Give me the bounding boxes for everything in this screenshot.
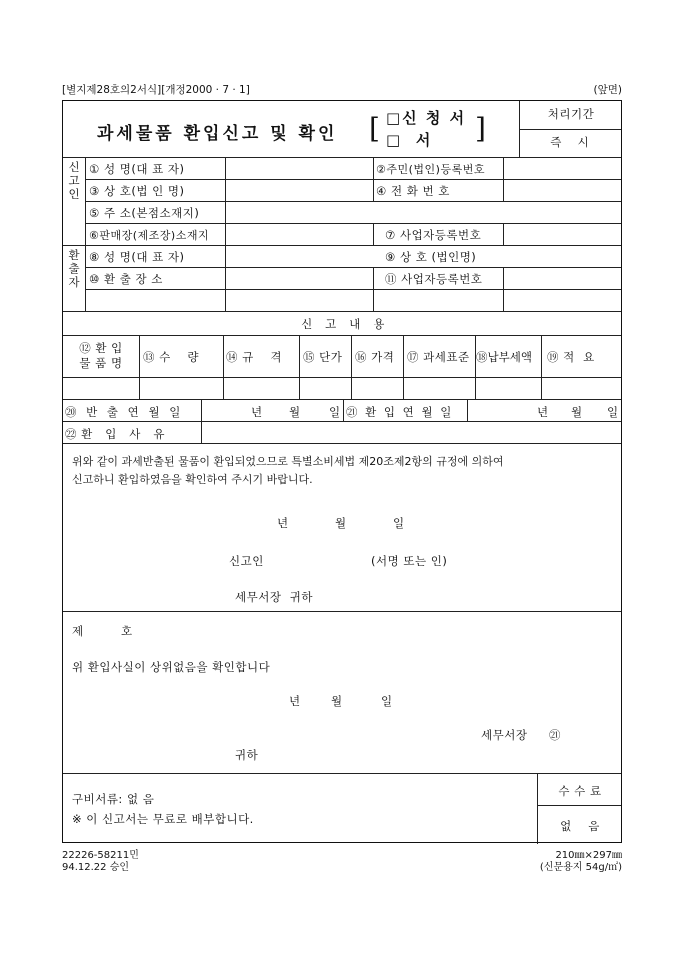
field-name-label: ① 성 명(대 표 자)	[89, 162, 185, 176]
form-code: 22226-58211민	[62, 850, 139, 861]
field-address-label: ⑤ 주 소(본점소재지)	[89, 206, 200, 220]
declaration-line-2: 신고하니 환입하였음을 확인하여 주시기 바랍니다.	[72, 473, 313, 486]
decl-year: 년	[277, 516, 289, 530]
paper-type: (신문용지 54g/㎡)	[539, 862, 622, 873]
column-spec: ⑭ 규 격	[226, 350, 282, 364]
confirmation-addressee: 귀하	[235, 748, 259, 762]
return-reason-label: ㉒ 환 입 사 유	[65, 427, 165, 441]
column-price: ⑯ 가격	[355, 350, 395, 364]
form-body	[62, 100, 622, 843]
paper-size: 210㎜×297㎜	[555, 850, 622, 861]
field-company-label: ③ 상 호(법 인 명)	[89, 184, 185, 198]
confirmation-number: 제 호	[72, 624, 133, 638]
ship-day: 일	[329, 405, 341, 419]
form-title: 과세물품 환입신고 및 확인	[97, 124, 338, 144]
reporter-sign-label: 신고인	[229, 554, 264, 568]
shipper-group-label: 환출자	[67, 249, 81, 290]
column-remarks: ⑲ 적 요	[547, 350, 595, 364]
processing-period-value: 즉 시	[550, 135, 592, 149]
sign-or-seal-label: (서명 또는 인)	[371, 554, 448, 568]
conf-year: 년	[289, 694, 301, 708]
required-documents: 구비서류: 없 음	[72, 792, 155, 806]
shipper-place-label: ⑩ 환 출 장 소	[89, 272, 163, 286]
tax-office-addressee: 세무서장 귀하	[235, 590, 313, 604]
ship-date-label: ⑳ 반 출 연 월 일	[65, 405, 184, 419]
tax-office-official: 세무서장	[481, 728, 528, 742]
form-reference: [별지제28호의2서식][개정2000 · 7 · 1]	[62, 84, 250, 96]
field-phone-label: ④ 전 화 번 호	[376, 184, 450, 198]
return-month: 월	[571, 405, 583, 419]
left-bracket: [	[369, 112, 380, 145]
processing-period-label: 처리기간	[547, 107, 595, 121]
decl-month: 월	[335, 516, 347, 530]
reporter-group-label: 신고인	[67, 161, 81, 202]
conf-day: 일	[381, 694, 393, 708]
conf-month: 월	[331, 694, 343, 708]
column-tax-payable: ⑱납부세액	[476, 350, 532, 364]
return-day: 일	[607, 405, 619, 419]
confirmation-text: 위 환입사실이 상위없음을 확인합니다	[72, 660, 271, 674]
return-year: 년	[537, 405, 549, 419]
decl-day: 일	[393, 516, 405, 530]
column-quantity: ⑬ 수 량	[143, 350, 199, 364]
ship-year: 년	[251, 405, 263, 419]
fee-value: 없 음	[560, 819, 600, 833]
ship-month: 월	[289, 405, 301, 419]
page-side-label: (앞면)	[593, 84, 622, 96]
right-bracket: ]	[475, 112, 486, 145]
approval-date: 94.12.22 승인	[62, 862, 130, 873]
shipper-company-label: ⑨ 상 호 (법인명)	[385, 250, 477, 264]
fee-label: 수 수 료	[558, 784, 602, 798]
option-other: □ 서	[386, 131, 431, 149]
field-business-number-label: ⑦ 사업자등록번호	[385, 228, 482, 242]
free-distribution-note: ※ 이 신고서는 무료로 배부합니다.	[72, 812, 254, 826]
column-product-name: ⑫ 환 입 물 품 명	[79, 341, 123, 370]
seal-mark: ㉑	[549, 728, 561, 742]
return-date-label: ㉑ 환 입 연 월 일	[346, 405, 454, 419]
column-unit-price: ⑮ 단가	[303, 350, 343, 364]
shipper-name-label: ⑧ 성 명(대 표 자)	[89, 250, 185, 264]
column-tax-base: ⑰ 과세표준	[407, 350, 470, 364]
declaration-line-1: 위와 같이 과세반출된 물품이 환입되었으므로 특별소비세법 제20조제2항의 규정에 의하여	[72, 455, 504, 468]
shipper-business-number-label: ⑪ 사업자등록번호	[385, 272, 483, 286]
field-reg-number-label: ②주민(법인)등록번호	[376, 163, 485, 176]
option-application: □신 청 서	[386, 109, 467, 127]
field-store-location-label: ⑥판매장(제조장)소재지	[89, 229, 210, 242]
content-section-label: 신 고 내 용	[301, 317, 385, 331]
